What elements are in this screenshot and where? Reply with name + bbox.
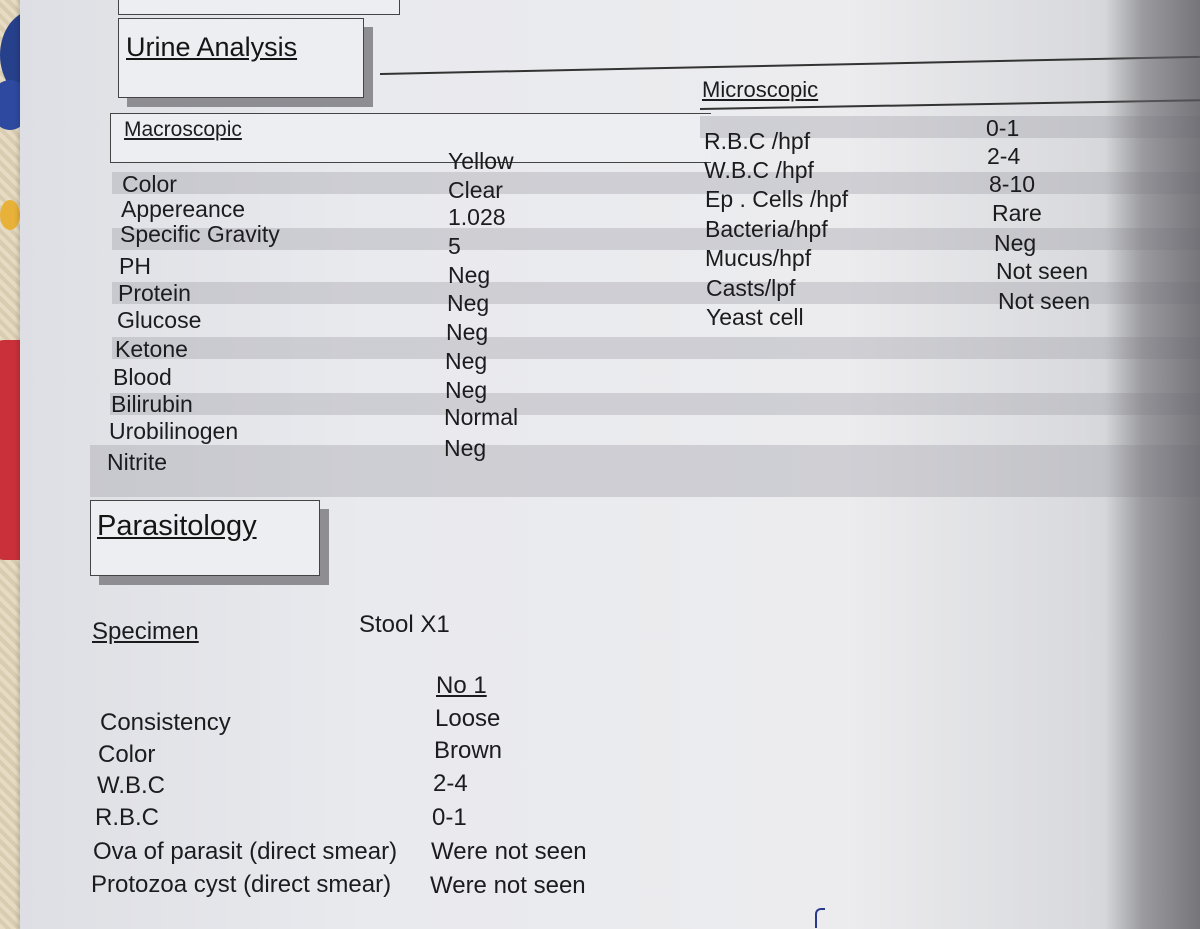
row-band <box>110 393 1200 415</box>
pen-mark <box>815 908 825 928</box>
macro-value: 1.028 <box>448 204 506 230</box>
para-label: Protozoa cyst (direct smear) <box>91 871 392 898</box>
macro-label: Bilirubin <box>111 391 193 417</box>
para-label: Consistency <box>100 709 231 736</box>
micro-label: Ep . Cells /hpf <box>705 186 849 212</box>
macro-label: Ketone <box>115 336 188 362</box>
micro-value: 0-1 <box>986 115 1020 141</box>
macro-label: Blood <box>113 364 172 390</box>
sample-column-heading: No 1 <box>436 672 487 699</box>
micro-value: Not seen <box>998 288 1091 314</box>
para-label: R.B.C <box>95 804 160 831</box>
para-label: W.B.C <box>97 772 166 799</box>
urine-analysis-title: Urine Analysis <box>126 32 298 62</box>
micro-label: Bacteria/hpf <box>705 216 828 242</box>
micro-label: R.B.C /hpf <box>704 128 811 154</box>
specimen-label: Specimen <box>92 618 199 645</box>
parasitology-title: Parasitology <box>97 510 257 542</box>
para-value: Were not seen <box>430 872 586 899</box>
macro-value: Clear <box>448 177 503 203</box>
macro-label: Nitrite <box>107 449 168 475</box>
para-value: Brown <box>434 737 503 764</box>
macro-value: Neg <box>447 290 490 316</box>
specimen-value: Stool X1 <box>359 611 450 638</box>
micro-label: Mucus/hpf <box>705 245 812 271</box>
macro-value: 5 <box>448 233 461 259</box>
para-value: Were not seen <box>431 838 587 865</box>
micro-value: Rare <box>992 200 1042 226</box>
macro-value: Normal <box>444 404 519 430</box>
micro-label: Casts/lpf <box>706 275 796 301</box>
para-label: Color <box>98 741 156 768</box>
micro-value: Neg <box>994 230 1037 256</box>
macro-label: PH <box>119 253 151 279</box>
page-shadow <box>1105 0 1200 929</box>
macro-label: Protein <box>118 280 191 306</box>
micro-value: 2-4 <box>987 143 1021 169</box>
macro-value: Neg <box>446 319 489 345</box>
macro-label: Color <box>122 171 177 197</box>
macro-label: Urobilinogen <box>109 418 239 444</box>
cloth-pattern-yellow <box>0 200 20 230</box>
row-band <box>112 337 1200 359</box>
macro-value: Neg <box>444 435 487 461</box>
macro-value: Yellow <box>448 148 514 174</box>
row-band <box>112 172 1200 194</box>
macroscopic-heading: Macroscopic <box>124 118 242 141</box>
macro-label: Specific Gravity <box>120 221 280 247</box>
macro-label: Glucose <box>117 307 202 333</box>
para-value: Loose <box>435 705 501 732</box>
para-value: 0-1 <box>432 804 467 831</box>
para-label: Ova of parasit (direct smear) <box>93 838 398 865</box>
macro-value: Neg <box>445 348 488 374</box>
para-value: 2-4 <box>433 770 468 797</box>
macro-value: Neg <box>448 262 491 288</box>
previous-section-box <box>118 0 400 15</box>
micro-value: Not seen <box>996 258 1089 284</box>
micro-label: Yeast cell <box>706 304 804 330</box>
microscopic-heading: Microscopic <box>702 77 819 102</box>
micro-value: 8-10 <box>989 171 1036 197</box>
row-band <box>90 445 1200 497</box>
micro-label: W.B.C /hpf <box>704 157 814 183</box>
macro-label: Appereance <box>121 196 246 222</box>
macro-value: Neg <box>445 377 488 403</box>
